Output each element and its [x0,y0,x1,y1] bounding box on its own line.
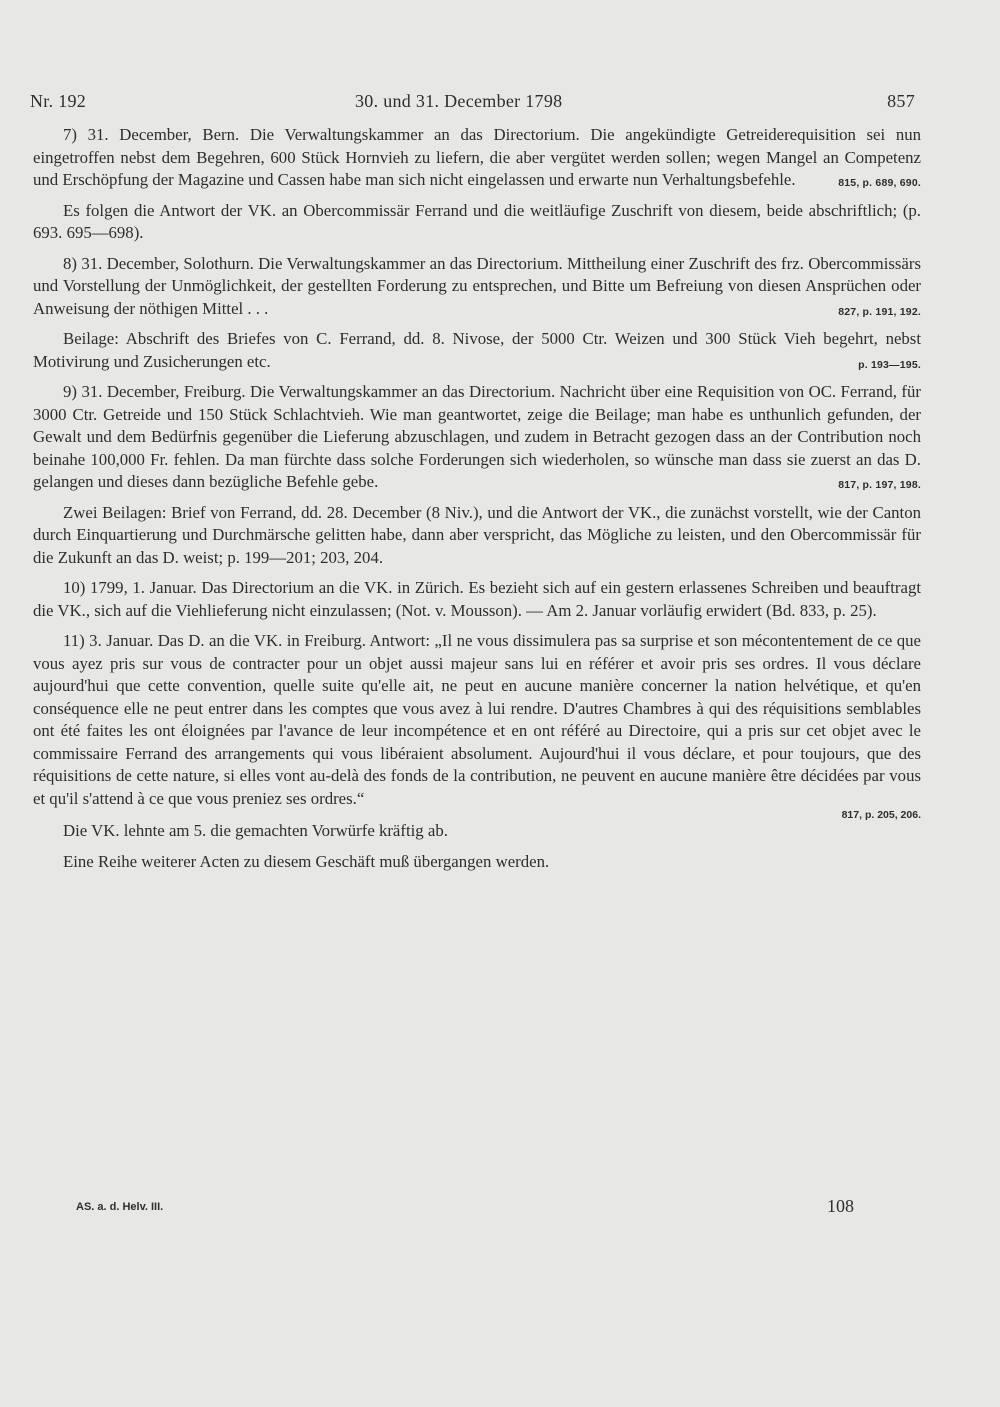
paragraph-10 [33,577,921,622]
paragraph-text: 10) 1799, 1. Januar. Das Directorium an die VK. in Zürich. Es bezieht sich auf ein gestern erlassenes Schreiben und beauftragt die VK., sich auf die Viehlieferung nicht einzulassen; (Not. v. Mousson). — Am 2. Januar vorläufig erwidert (Bd. 833, p. 25). [33,578,921,620]
paragraph-11 [33,630,921,810]
paragraph-text: 11) 3. Januar. Das D. an die VK. in Freiburg. Antwort: „Il ne vous dissimulera pas sa surprise et son mécontentement de ce que vous ayez pris sur vous de contracter pour un objet aussi majeur sans lui en référer et avoir pris ses ordres. Il vous déclare aujourd'hui que cette convention, quelle suite qu'elle ait, ne peut en aucune manière concerner la nation helvétique, et qu'en conséquence elle ne peut entrer dans les comptes que vous avez à lui rendre. D'autres Chambres à qui des réquisitions semblables ont été faites les ont éloignées par l'avance de leur incompétence et en ont référé au Directoire, qui a pris sur cet objet avec le commissaire Ferrand des arrangements qui vous libéraient absolument. Aujourd'hui il vous déclare, et pour toujours, que des réquisitions de cette nature, si elles vont au-delà des fonds de la contribution, ne peuvent en aucune manière être décidées par vous et qu'il s'attend à ce que vous preniez ses ordres.“ [33,631,921,808]
paragraph-text: Beilage: Abschrift des Briefes von C. Ferrand, dd. 8. Nivose, der 5000 Ctr. Weizen und 300 Stück Vieh begehrt, nebst Motivirung und Zusicherungen etc. [33,329,921,371]
page-header [30,91,915,113]
paragraph-reihe [33,851,921,874]
paragraph-text: Es folgen die Antwort der VK. an Obercommissär Ferrand und die weitläufige Zuschrift von diesem, beide abschriftlich; (p. 693. 695—698). [33,200,921,242]
paragraph-8 [33,253,921,321]
signature-mark: AS. a. d. Helv. III. [76,1201,164,1213]
archive-reference: p. 193—195. [858,358,921,371]
running-title: 30. und 31. December 1798 [355,91,563,111]
paragraph-text: 8) 31. December, Solothurn. Die Verwaltungskammer an das Directorium. Mittheilung einer Zuschrift des frz. Obercommissärs und Vorstellung der Unmöglichkeit, der gestellten Forderung zu entsprechen, und Bitte um Befreiung von diesen Ansprüchen oder Anweisung der nöthigen Mittel . . . [33,253,921,318]
paragraph-text: Die VK. lehnte am 5. die gemachten Vorwürfe kräftig ab. [63,821,448,840]
archive-reference: 817, p. 197, 198. [838,479,921,491]
document-body [33,124,921,881]
paragraph-7 [33,124,921,192]
archive-reference: 817, p. 205, 206. [841,809,921,821]
page-number-entry: Nr. 192 [30,91,87,111]
archive-reference: 815, p. 689, 690. [838,177,921,189]
archive-reference: 827, p. 191, 192. [838,305,921,318]
page-number: 857 [887,91,915,111]
paragraph-9 [33,381,921,494]
paragraph-beilage [33,328,921,373]
paragraph-text: 9) 31. December, Freiburg. Die Verwaltungskammer an das Directorium. Nachricht über eine Requisition von OC. Ferrand, für 3000 Ctr. Getreide und 150 Stück Schlachtvieh. Wie man geantwortet, zeige die Beilage; man habe es unthunlich gefunden, der Gewalt und dem Bedürfnis gegenüber die Lieferung abzuschlagen, und zudem in Betracht gezogen dass an der Contribution noch beinahe 100,000 Fr. fehlen. Da man fürchte dass solche Forderungen sich wiederholen, so wünsche man dass sie zuerst an das D. gelangen und dieses dann bezügliche Befehle gebe. [33,382,921,491]
paragraph-zwei-beilagen [33,502,921,570]
paragraph-text: Eine Reihe weiterer Acten zu diesem Geschäft muß übergangen werden. [63,851,550,871]
paragraph-antwort [33,200,921,245]
paragraph-text: 7) 31. December, Bern. Die Verwaltungskammer an das Directorium. Die angekündigte Getreiderequisition sei nun eingetroffen nebst dem Begehren, 600 Stück Hornvieh zu liefern, die aber vergütet werden sollen; wegen Mangel an Competenz und Erschöpfung der Magazine und Cassen habe man sich nicht eingelassen und erwarte nun Verhaltungsbefehle. [33,125,921,189]
sheet-number: 108 [827,1196,854,1216]
paragraph-vk-lehnte [33,820,921,843]
paragraph-text: Zwei Beilagen: Brief von Ferrand, dd. 28. December (8 Niv.), und die Antwort der VK., die zunächst vorstellt, wie der Canton durch Einquartierung und Durchmärsche gelitten habe, dann aber verspricht, das Mögliche zu leisten, und den Obercommissär für die Zukunft an das D. weist; p. 199—201; 203, 204. [33,502,921,567]
